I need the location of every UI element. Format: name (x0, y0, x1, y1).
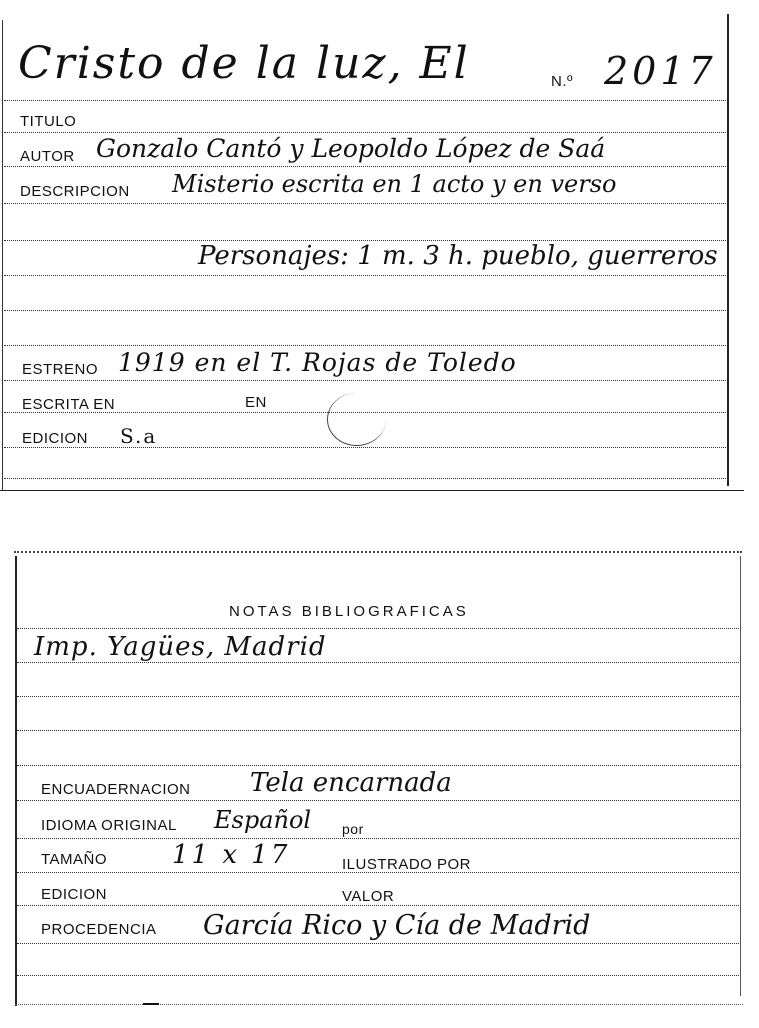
procedencia-label: PROCEDENCIA (41, 921, 157, 938)
en-label: EN (245, 394, 267, 411)
notas-value: Imp. Yagües, Madrid (34, 632, 327, 662)
card-edge (727, 14, 729, 486)
edicion-value: S.a (120, 424, 158, 448)
escrita-en-label: ESCRITA EN (22, 396, 116, 413)
edicion-label: EDICION (41, 886, 108, 903)
notas-heading: NOTAS BIBLIOGRAFICAS (229, 603, 469, 620)
personajes-value: Personajes: 1 m. 3 h. pueblo, guerreros (198, 241, 718, 271)
ruled-line (4, 310, 726, 311)
number-label: N.º (551, 73, 573, 90)
ruled-line (4, 203, 726, 204)
ruled-line (17, 975, 739, 976)
number-value: 2017 (604, 49, 717, 93)
encuadernacion-value: Tela encarnada (250, 768, 452, 798)
ruled-line (4, 275, 726, 276)
ruled-line (4, 100, 726, 101)
ilustrado-label: ILUSTRADO POR (342, 856, 472, 873)
autor-label: AUTOR (20, 148, 75, 165)
procedencia-value: García Rico y Cía de Madrid (203, 910, 591, 941)
ruled-line (4, 478, 726, 479)
encuadernacion-label: ENCUADERNACION (41, 781, 191, 798)
por-label: por (342, 821, 364, 837)
idioma-label: IDIOMA ORIGINAL (41, 817, 177, 834)
ruled-line (4, 345, 726, 346)
card-edge (15, 1004, 743, 1005)
ruled-line (17, 943, 739, 944)
title-value: Cristo de la luz, El (18, 38, 470, 89)
ruled-line (4, 447, 726, 448)
ruled-line (17, 662, 739, 663)
card-edge (14, 551, 742, 553)
ruled-line (17, 765, 739, 766)
ruled-line (4, 132, 726, 133)
edge-mark (143, 1003, 159, 1005)
estreno-label: ESTRENO (22, 361, 99, 378)
ruled-line (17, 730, 739, 731)
card-edge (2, 20, 3, 490)
card-edge (740, 556, 741, 996)
card-edge (15, 556, 17, 1006)
titulo-label: TITULO (20, 113, 77, 130)
ruled-line (17, 696, 739, 697)
ruled-line (17, 838, 739, 839)
card-edge (0, 490, 744, 491)
autor-value: Gonzalo Cantó y Leopoldo López de Saá (96, 134, 606, 163)
tamano-label: TAMAÑO (41, 851, 108, 868)
descripcion-value: Misterio escrita en 1 acto y en verso (172, 170, 617, 198)
stamp-mark (327, 393, 386, 446)
ruled-line (17, 905, 739, 906)
tamano-value: 11 x 17 (172, 840, 291, 870)
estreno-value: 1919 en el T. Rojas de Toledo (118, 348, 517, 377)
ruled-line (4, 380, 726, 381)
valor-label: VALOR (342, 888, 395, 905)
ruled-line (17, 800, 739, 801)
descripcion-label: DESCRIPCION (20, 183, 130, 200)
idioma-value: Español (214, 806, 312, 834)
ruled-line (4, 166, 726, 167)
ruled-line (17, 628, 739, 629)
edicion-label: EDICION (22, 430, 89, 447)
